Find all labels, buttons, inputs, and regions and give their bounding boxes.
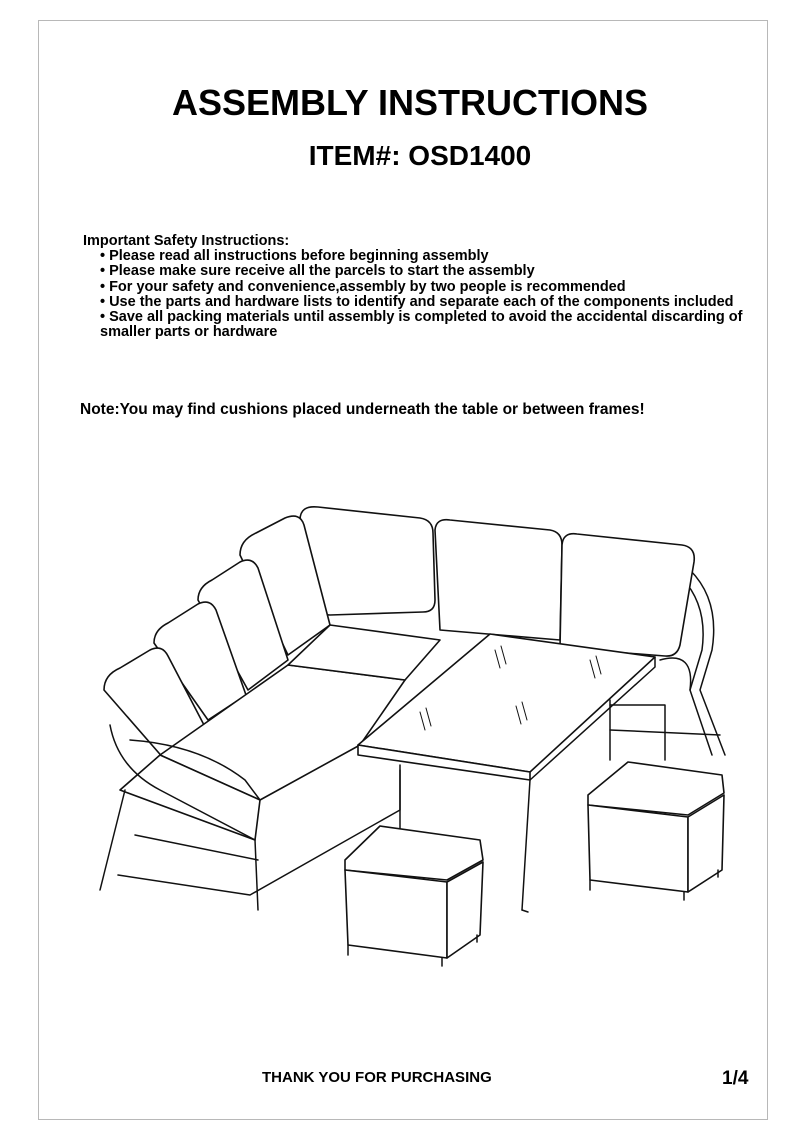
- bullet-icon: •: [100, 309, 106, 326]
- safety-instructions: [83, 234, 783, 340]
- left-ottoman: [345, 826, 483, 966]
- list-item: [100, 280, 783, 295]
- item-number: ITEM#: OSD1400: [308, 140, 532, 171]
- list-item: [100, 264, 783, 279]
- bullet-icon: •: [100, 248, 106, 265]
- right-ottoman: [588, 762, 724, 900]
- safety-item-text: Use the parts and hardware lists to identify and separate each of the components included: [109, 293, 734, 310]
- safety-item-text: Please read all instructions before beginning assembly: [109, 248, 489, 265]
- safety-item-text: Please make sure receive all the parcels to start the assembly: [109, 263, 535, 280]
- sofa-set-drawing: [95, 500, 735, 970]
- safety-heading: Important Safety Instructions:: [83, 233, 290, 249]
- cushion-note: Note:You may find cushions placed underneath the table or between frames!: [80, 401, 645, 418]
- page-title: ASSEMBLY INSTRUCTIONS: [171, 82, 649, 123]
- list-item: [100, 295, 783, 310]
- safety-item-text: For your safety and convenience,assembly by two people is recommended: [109, 278, 626, 295]
- bullet-icon: •: [100, 293, 106, 310]
- page-number: 1/4: [722, 1068, 749, 1089]
- furniture-illustration: [95, 500, 735, 970]
- bullet-icon: •: [100, 278, 106, 295]
- bullet-icon: •: [100, 263, 106, 280]
- footer-thanks: THANK YOU FOR PURCHASING: [262, 1069, 492, 1086]
- safety-item-text: Save all packing materials until assembly is completed to avoid the accidental discarding of smaller parts or hardware: [100, 309, 743, 341]
- safety-list: [83, 249, 783, 340]
- list-item: [100, 249, 783, 264]
- list-item: [100, 310, 783, 340]
